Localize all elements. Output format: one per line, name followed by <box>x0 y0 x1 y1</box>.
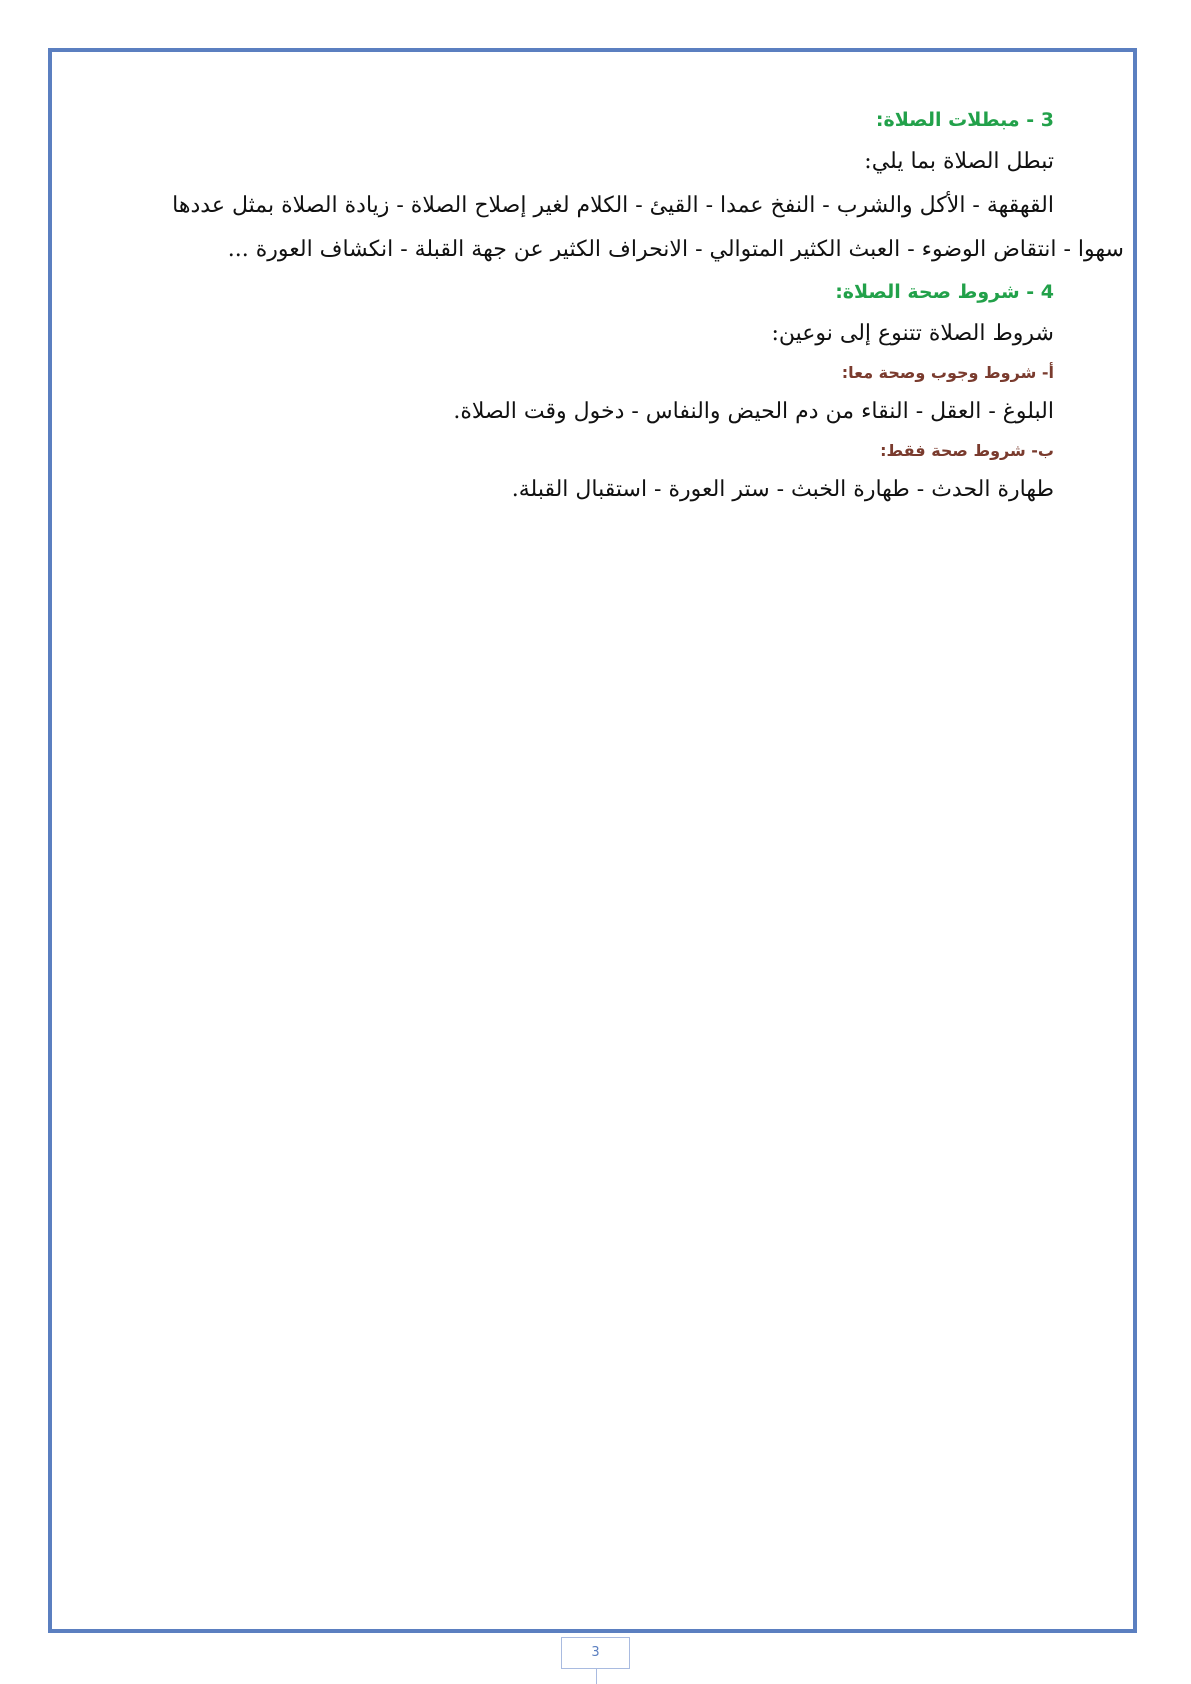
section-4-intro: شروط الصلاة تتنوع إلى نوعين: <box>771 321 1054 346</box>
subsection-b-heading: ب- شروط صحة فقط: <box>880 441 1054 460</box>
subsection-b-text: طهارة الحدث - طهارة الخبث - ستر العورة - استقبال القبلة. <box>511 477 1054 502</box>
section-3-line-2: سهوا - انتقاض الوضوء - العبث الكثير المتوالي - الانحراف الكثير عن جهة القبلة - انكشاف العورة ... <box>227 237 1124 262</box>
subsection-a-heading: أ- شروط وجوب وصحة معا: <box>841 363 1054 382</box>
section-3-intro: تبطل الصلاة بما يلي: <box>864 149 1054 174</box>
document-body <box>78 100 1124 512</box>
section-3-line-1: القهقهة - الأكل والشرب - النفخ عمدا - القيئ - الكلام لغير إصلاح الصلاة - زيادة الصلاة بمثل عددها <box>172 193 1054 218</box>
page-number: 3 <box>561 1637 630 1669</box>
page-number-connector <box>596 1669 597 1684</box>
subsection-a-text: البلوغ - العقل - النقاء من دم الحيض والنفاس - دخول وقت الصلاة. <box>453 399 1054 424</box>
section-4-heading: 4 - شروط صحة الصلاة: <box>835 281 1054 303</box>
section-3-heading: 3 - مبطلات الصلاة: <box>875 109 1054 131</box>
